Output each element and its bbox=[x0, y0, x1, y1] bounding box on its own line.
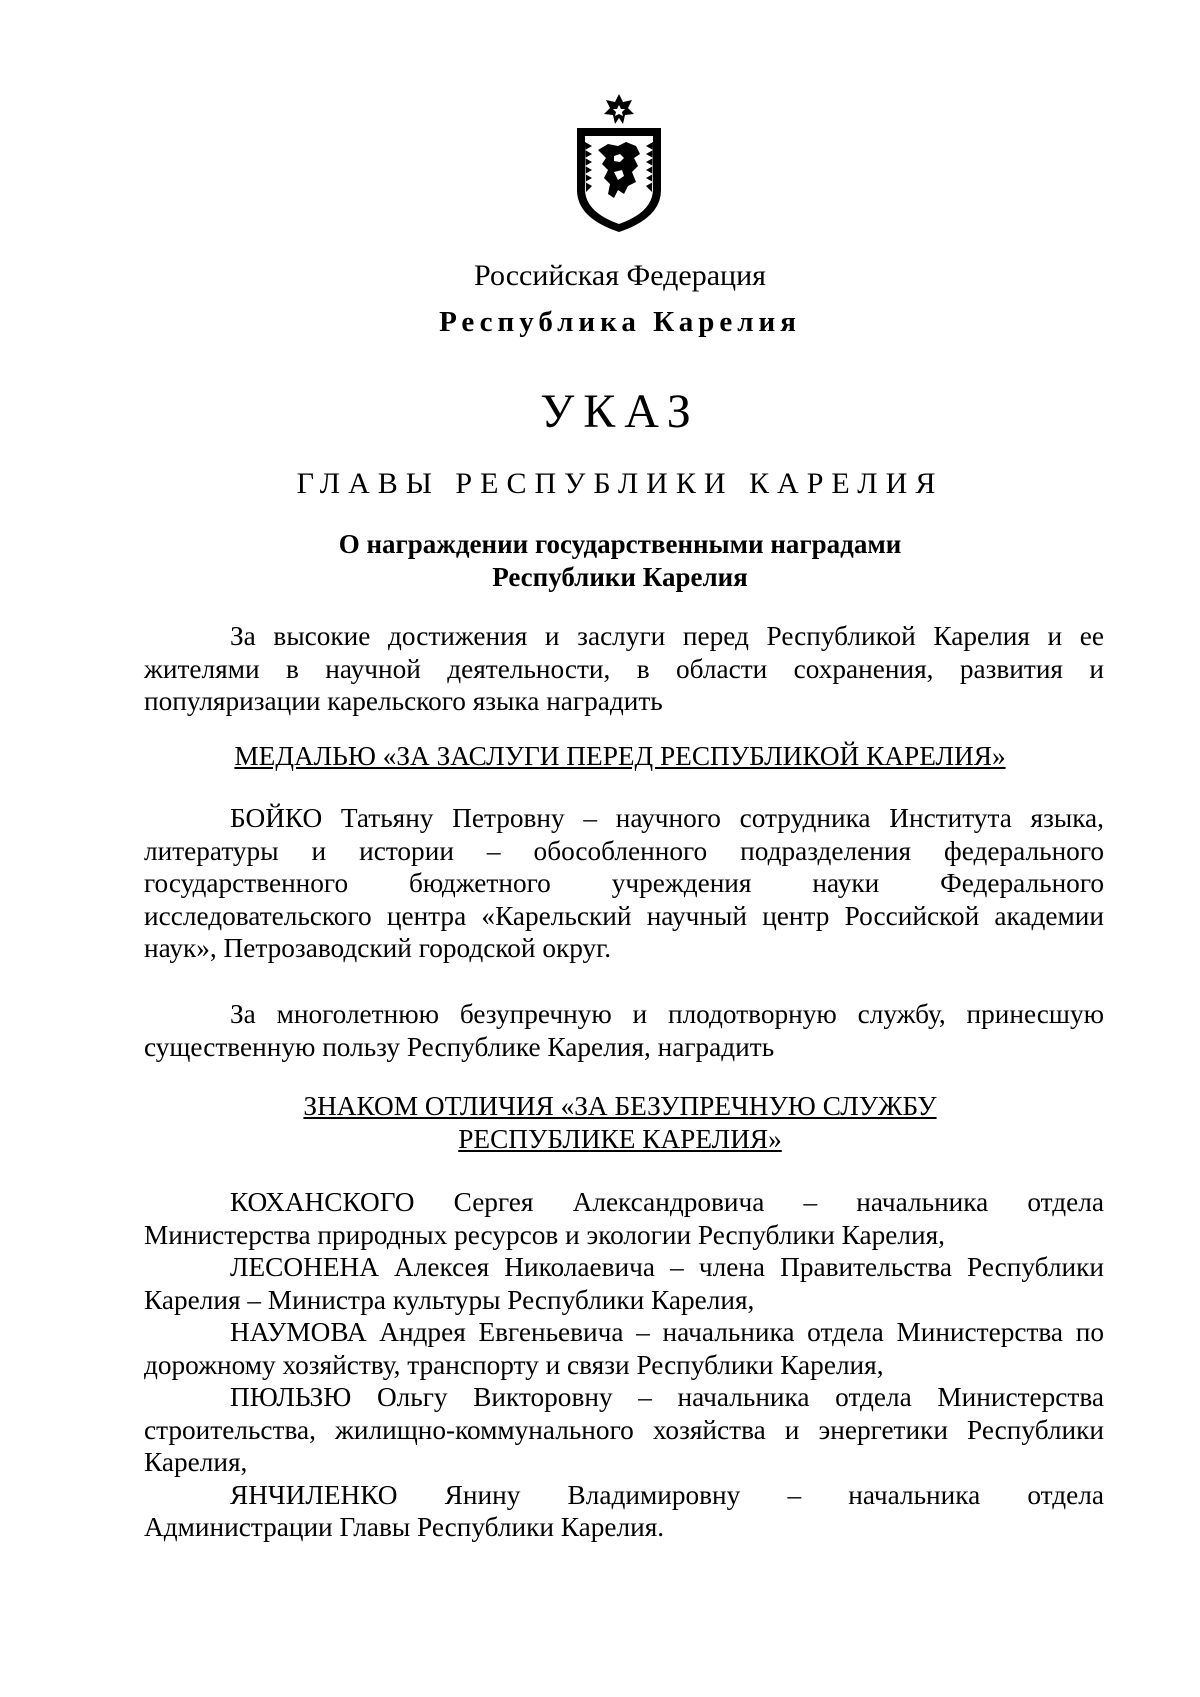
paragraph-line: Карелия – Министра культуры Республики Карелия, bbox=[144, 1284, 755, 1315]
award-badge-title bbox=[0, 1090, 1200, 1155]
paragraph-line: ПЮЛЬЗЮ Ольгу Викторовну – начальника отдела Министерства bbox=[230, 1382, 1104, 1412]
recipient-boyko bbox=[144, 802, 1104, 965]
paragraph-line: НАУМОВА Андрея Евгеньевича – начальника отдела Министерства по bbox=[230, 1317, 1104, 1347]
republic-name: Республика Карелия bbox=[439, 306, 801, 338]
paragraph-line: БОЙКО Татьяну Петровну – научного сотрудника Института языка, bbox=[230, 803, 1104, 833]
paragraph-line: строительства, жилищно-коммунального хозяйства и энергетики Республики bbox=[144, 1414, 1104, 1445]
decree-title-line: О награждении государственными наградами bbox=[338, 529, 902, 559]
document-type: УКАЗ bbox=[540, 385, 700, 438]
paragraph-line: исследовательского центра «Карельский научный центр Российской академии bbox=[144, 900, 1104, 931]
paragraph-line: жителями в научной деятельности, в области сохранения, развития и bbox=[144, 653, 1104, 684]
paragraph-line: За многолетнюю безупречную и плодотворную службу, принесшую bbox=[230, 999, 1104, 1029]
paragraph-line: За высокие достижения и заслуги перед Республикой Карелия и ее bbox=[230, 621, 1104, 651]
paragraph-line: популяризации карельского языка наградить bbox=[144, 686, 663, 716]
award-title-line: РЕСПУБЛИКЕ КАРЕЛИЯ» bbox=[458, 1123, 782, 1154]
decree-title-line: Республики Карелия bbox=[492, 562, 748, 592]
paragraph-line: ЛЕСОНЕНА Алексея Николаевича – члена Правительства Республики bbox=[230, 1252, 1104, 1282]
paragraph-line: государственного бюджетного учреждения науки Федерального bbox=[144, 868, 1104, 898]
paragraph-line: дорожному хозяйству, транспорту и связи Республики Карелия, bbox=[144, 1349, 884, 1380]
award-medal-title bbox=[0, 740, 1200, 773]
country-name: Российская Федерация bbox=[474, 259, 766, 292]
karelia-coat-of-arms-icon bbox=[574, 94, 664, 232]
paragraph-line: КОХАНСКОГО Сергея Александровича – начальника отдела bbox=[230, 1187, 1104, 1217]
paragraph-line: наук», Петрозаводский городской округ. bbox=[144, 933, 612, 963]
paragraph-line: литературы и истории – обособленного подразделения федерального bbox=[144, 835, 1104, 866]
award-title-line: ЗНАКОМ ОТЛИЧИЯ «ЗА БЕЗУПРЕЧНУЮ СЛУЖБУ bbox=[303, 1091, 937, 1121]
paragraph-line: существенную пользу Республике Карелия, наградить bbox=[144, 1031, 775, 1062]
paragraph-line: ЯНЧИЛЕНКО Янину Владимировну – начальника отдела bbox=[230, 1479, 1104, 1510]
recipients-list bbox=[144, 1186, 1104, 1544]
decree-title bbox=[0, 528, 1200, 594]
paragraph-line: Карелия, bbox=[144, 1447, 248, 1477]
issuer-title: ГЛАВЫ РЕСПУБЛИКИ КАРЕЛИЯ bbox=[296, 467, 944, 500]
section2-intro bbox=[144, 998, 1104, 1063]
paragraph-line: Администрации Главы Республики Карелия. bbox=[144, 1512, 665, 1542]
section1-intro bbox=[144, 620, 1104, 718]
award-title-line: МЕДАЛЬЮ «ЗА ЗАСЛУГИ ПЕРЕД РЕСПУБЛИКОЙ КАРЕЛИЯ» bbox=[234, 741, 1006, 771]
paragraph-line: Министерства природных ресурсов и экологии Республики Карелия, bbox=[144, 1219, 945, 1250]
